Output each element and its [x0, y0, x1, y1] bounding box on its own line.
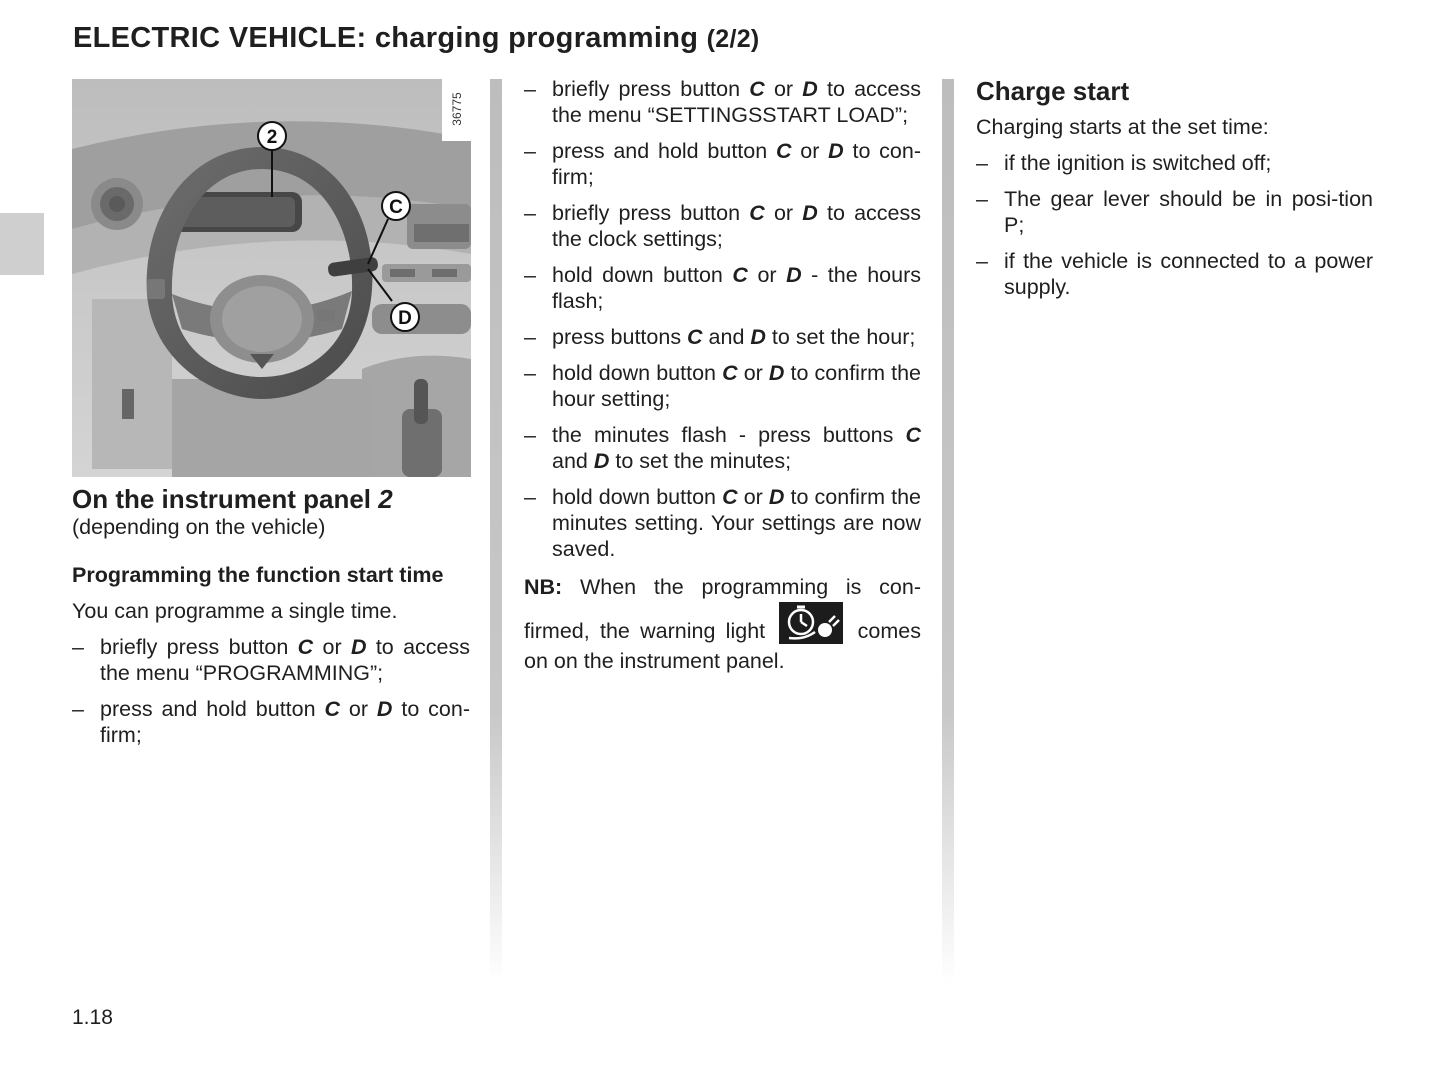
heading-ref: 2	[378, 484, 393, 514]
list-item: – briefly press button C or D to access the menu “PROGRAMMING”;	[72, 634, 470, 686]
page-number: 1.18	[72, 1006, 113, 1029]
column-separator	[490, 79, 502, 984]
nb-text-end: comes on on the instrument panel.	[524, 619, 921, 673]
list-item: – if the ignition is switched off;	[976, 150, 1373, 176]
charge-start-intro: Charging starts at the set time:	[976, 115, 1269, 139]
middle-instructions	[524, 76, 921, 562]
intro-text: You can programme a single time.	[72, 599, 398, 623]
list-item: – press buttons C and D to set the hour;	[524, 324, 921, 350]
list-item: – if the vehicle is connected to a power supply.	[976, 248, 1373, 300]
section-tab	[0, 213, 44, 275]
page-title	[73, 22, 760, 55]
callout-2: 2	[266, 127, 278, 148]
nb-note	[524, 572, 921, 676]
charge-start-heading: Charge start	[976, 76, 1130, 106]
list-item: – hold down button C or D to confirm the hour setting;	[524, 360, 921, 412]
list-item: – the minutes flash - press buttons C and D to set the minutes;	[524, 422, 921, 474]
right-column	[976, 76, 1373, 310]
list-item: – briefly press button C or D to access the menu “SETTINGSSTART LOAD”;	[524, 76, 921, 128]
dashboard-illustration	[72, 79, 471, 477]
nb-label: NB:	[524, 575, 563, 599]
list-item: – hold down button C or D - the hours flash;	[524, 262, 921, 314]
column-separator	[942, 79, 954, 984]
figure-reference: 36775	[450, 92, 464, 126]
list-item: – press and hold button C or D to con-firm;	[72, 696, 470, 748]
title-part: (2/2)	[706, 25, 760, 53]
left-instructions	[72, 634, 470, 748]
list-item: – The gear lever should be in posi-tion P;	[976, 186, 1373, 238]
charge-timer-warning-light-icon	[779, 602, 843, 644]
section-title: Programming the function start time	[72, 563, 444, 587]
middle-column	[524, 76, 921, 676]
heading-text: On the instrument panel	[72, 484, 372, 514]
callout-d: D	[398, 308, 412, 329]
left-column	[72, 484, 470, 758]
title-text: ELECTRIC VEHICLE: charging programming	[73, 22, 699, 54]
callout-c: C	[389, 197, 403, 218]
list-item: – hold down button C or D to confirm the minutes setting. Your settings are now saved.	[524, 484, 921, 562]
list-item: – press and hold button C or D to con-firm;	[524, 138, 921, 190]
instrument-panel-heading	[72, 484, 470, 514]
dashboard-drawing	[72, 79, 471, 477]
charge-start-conditions	[976, 150, 1373, 300]
list-item: – briefly press button C or D to access the clock settings;	[524, 200, 921, 252]
nb-text: When the programming is con-firmed, the warning light	[524, 575, 921, 643]
instrument-panel-subheading: (depending on the vehicle)	[72, 515, 326, 539]
